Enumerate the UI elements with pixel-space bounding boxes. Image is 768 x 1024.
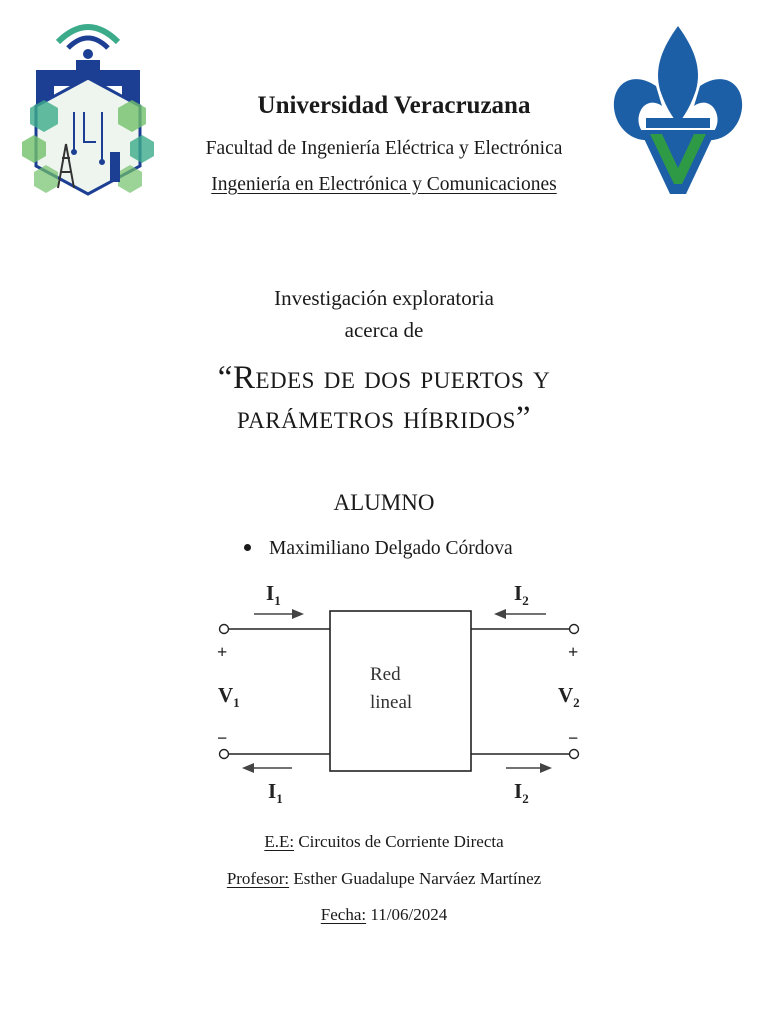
- subject-label: E.E:: [264, 832, 295, 851]
- student-list-item: [244, 538, 513, 560]
- professor-label: Profesor:: [226, 869, 290, 888]
- terminal-top-left: [220, 625, 229, 634]
- date-label: Fecha:: [320, 905, 367, 924]
- info-date: [0, 905, 768, 925]
- label-i1-bottom: $I_1$: [268, 779, 283, 806]
- plus-left: +: [217, 642, 228, 662]
- label-i2-bottom: $I_2$: [514, 779, 529, 806]
- terminal-bottom-right: [570, 750, 579, 759]
- minus-right: −: [568, 728, 579, 748]
- program-name: [150, 174, 618, 196]
- terminal-top-right: [570, 625, 579, 634]
- arrow-i2-left-icon: [494, 609, 546, 619]
- professor-value: Esther Guadalupe Narváez Martínez: [289, 869, 542, 888]
- label-v2: $V_2$: [558, 683, 580, 710]
- label-v1: $V_1$: [218, 683, 240, 710]
- research-type-line-2: acerca de: [344, 318, 424, 342]
- box-label-line-2: lineal: [370, 692, 413, 713]
- label-i1-top: $I_1$: [266, 581, 281, 608]
- plus-right: +: [568, 642, 579, 662]
- two-port-network-diagram: [190, 578, 590, 810]
- university-name: Universidad Veracruzana: [257, 92, 531, 119]
- arrow-i2-right-icon: [506, 763, 552, 773]
- arrow-i1-left-icon: [242, 763, 292, 773]
- info-professor: [0, 869, 768, 889]
- box-label-line-1: Red: [370, 664, 401, 685]
- date-value: 11/06/2024: [366, 905, 448, 924]
- faculty-engineering-logo-icon: [14, 12, 162, 208]
- linear-network-box: [330, 611, 471, 771]
- subject-value: Circuitos de Corriente Directa: [294, 832, 504, 851]
- faculty-name: Facultad de Ingeniería Eléctrica y Electrónica: [205, 138, 563, 159]
- minus-left: −: [217, 728, 228, 748]
- bullet-icon: [244, 544, 251, 551]
- student-heading: ALUMNO: [333, 490, 435, 515]
- student-name: Maximiliano Delgado Córdova: [269, 538, 513, 559]
- arrow-i1-right-icon: [254, 609, 304, 619]
- document-title-line-2: parámetros híbridos”: [236, 400, 532, 436]
- program-name-text: Ingeniería en Electrónica y Comunicaciones: [211, 174, 557, 195]
- info-subject: [0, 832, 768, 852]
- terminal-bottom-left: [220, 750, 229, 759]
- label-i2-top: $I_2$: [514, 581, 529, 608]
- document-title: [0, 358, 768, 438]
- document-title-line-1: “Redes de dos puertos y: [217, 360, 551, 396]
- research-type-line-1: Investigación exploratoria: [274, 286, 494, 310]
